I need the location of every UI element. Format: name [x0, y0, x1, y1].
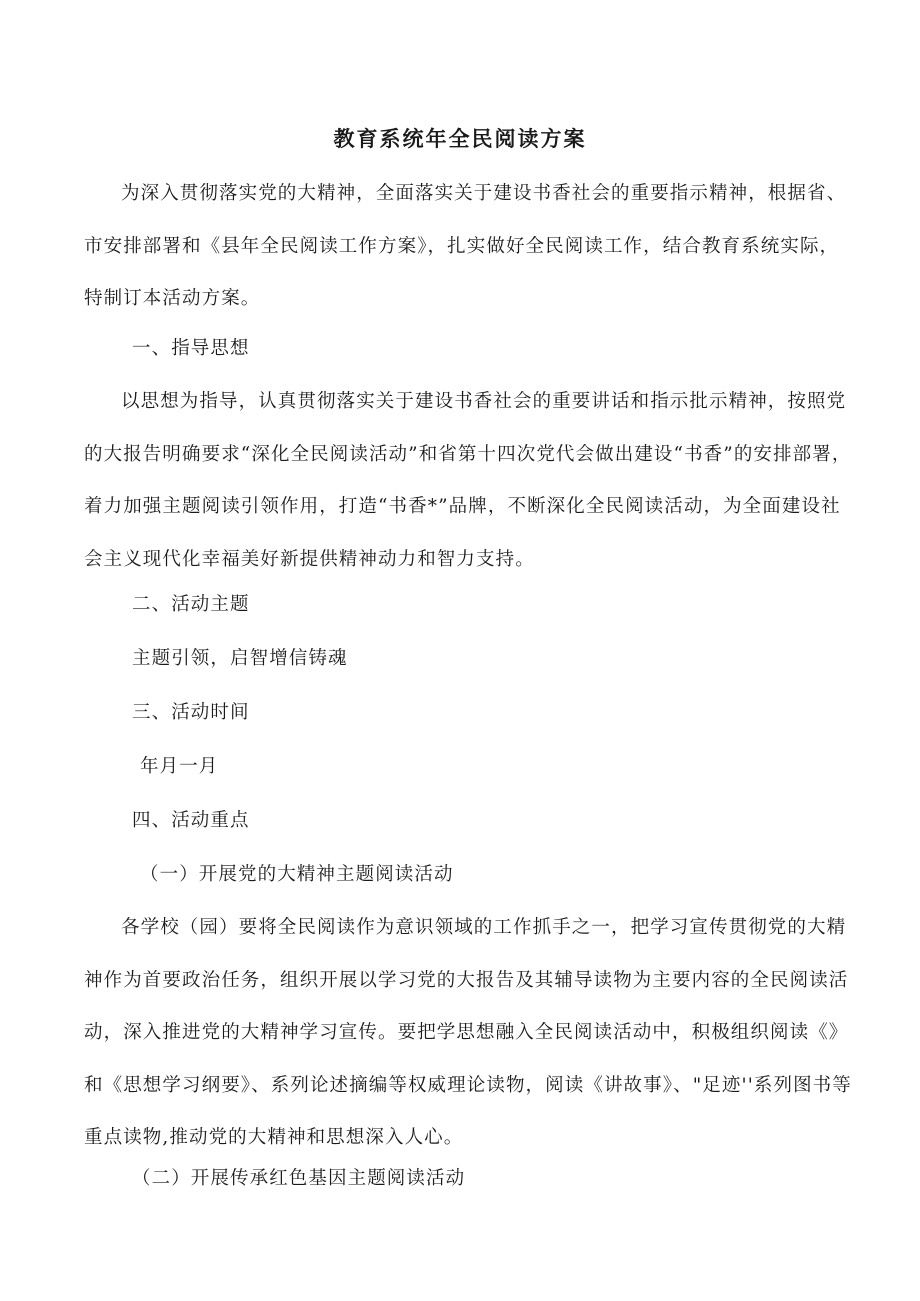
- activity-time-text: 年月一月: [140, 756, 219, 777]
- section-heading-activity-focus: 四、活动重点: [132, 810, 250, 831]
- section-heading-activity-time: 三、活动时间: [132, 702, 250, 723]
- document-title: 教育系统年全民阅读方案: [333, 126, 587, 151]
- intro-paragraph: 为深入贯彻落实党的大精神，全面落实关于建设书香社会的重要指示精神，根据省、市安排部署和《县年全民阅读工作方案》，扎实做好全民阅读工作，结合教育系统实际，特制订本活动方案。: [84, 183, 847, 309]
- activity-theme-text: 主题引领，启智增信铸魂: [132, 648, 348, 669]
- section-heading-guiding-ideology: 一、指导思想: [132, 338, 250, 359]
- subsection-heading-1: （一）开展党的大精神主题阅读活动: [140, 864, 454, 885]
- subsection-heading-2: （二）开展传承红色基因主题阅读活动: [132, 1168, 466, 1189]
- guiding-ideology-paragraph: 以思想为指导，认真贯彻落实关于建设书香社会的重要讲话和指示批示精神，按照党的大报告明确要求“深化全民阅读活动”和省第十四次党代会做出建设“书香”的安排部署，着力加强主题阅读引领作用，打造“书香*”品牌，不断深化全民阅读活动，为全面建设社会主义现代化幸福美好新提供精神动力和智力支持。: [84, 391, 852, 570]
- subsection-1-paragraph: 各学校（园）要将全民阅读作为意识领域的工作抓手之一，把学习宣传贯彻党的大精神作为首要政治任务，组织开展以学习党的大报告及其辅导读物为主要内容的全民阅读活动，深入推进党的大精神学习宣传。要把学思想融入全民阅读活动中，积极组织阅读《》和《思想学习纲要》、系列论述摘编等权威理论读物，阅读《讲故事》、"足迹''系列图书等重点读物,推动党的大精神和思想深入人心。: [84, 917, 852, 1148]
- section-heading-activity-theme: 二、活动主题: [132, 594, 250, 615]
